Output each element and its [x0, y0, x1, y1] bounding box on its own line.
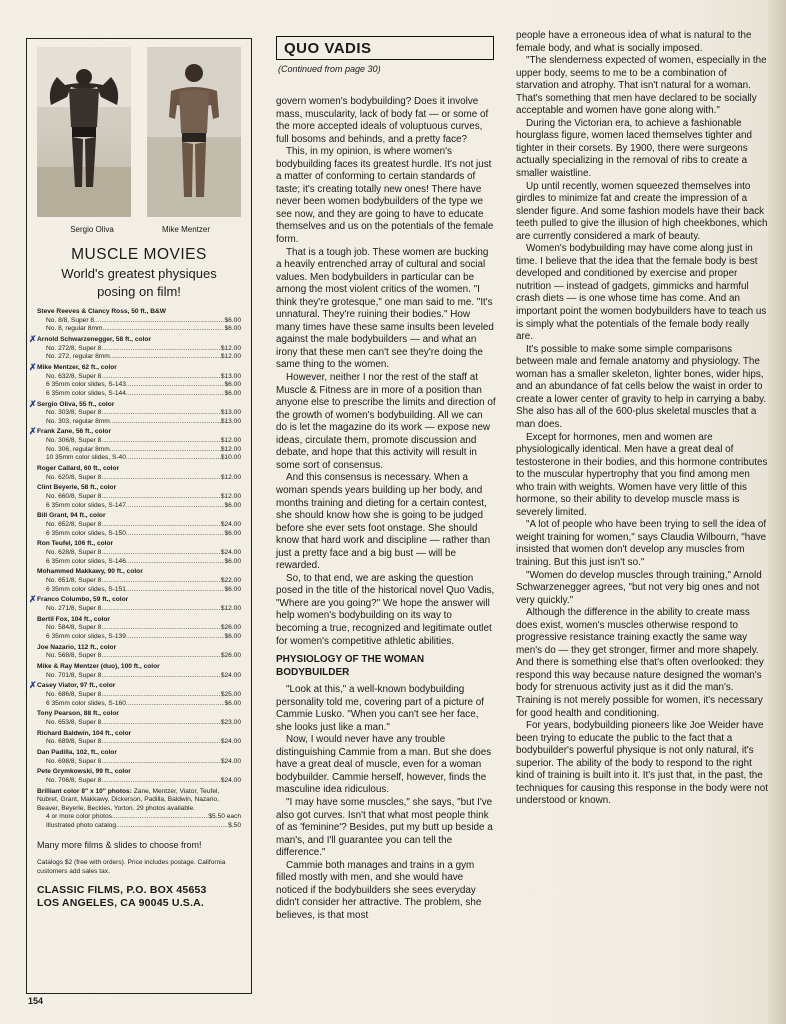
- film-format: No. 651/8, Super 8: [46, 576, 102, 584]
- pen-x-mark-icon: ✗: [29, 426, 37, 437]
- film-price-line: [37, 624, 241, 633]
- film-format: 6 35mm color slides, S-147: [46, 501, 126, 509]
- film-entry: [37, 768, 241, 785]
- article-paragraph: However, neither I nor the rest of the staff at Muscle & Fitness are in more of a position than anyone else to prescribe the limits and direction of the growth of women's bodybuilding. All we can do is let the magazine do its work — expose new ideas, circulate them, promote discussion and debate, and hope that this activity will result in some sort of consensus.: [276, 372, 496, 471]
- film-entry: [37, 465, 241, 482]
- photos-offer-heading: Brilliant color 8" x 10" photos:: [37, 787, 132, 795]
- film-price: $12.00: [220, 344, 241, 352]
- article-paragraph: This, in my opinion, is where women's bodybuilding faces its greatest hurdle. It's not just a matter of conforming to certain standards of taste; it's creating totally new ones! There have never been women bodybuilders of the type we see now, and they are going to have to educate themselves and us on the potentials of the female form.: [276, 146, 494, 246]
- film-format: No. 8/8, Super 8: [46, 316, 95, 324]
- film-list: [29, 308, 241, 786]
- film-price: $13.00: [220, 417, 241, 425]
- article-paragraph: During the Victorian era, to achieve a fashionable hourglass figure, women laced themselves tighter and tighter in their corsets. By 1900, there were surgeons actually specializing in the removal of ribs to create a smaller waistline.: [516, 117, 753, 180]
- film-price: $6.00: [224, 557, 241, 565]
- film-price-line: [37, 738, 241, 747]
- film-name: Mohammed Makkawy, 90 ft., color: [37, 568, 143, 576]
- film-price-line: [37, 454, 241, 463]
- photo-sergio-oliva: [37, 47, 131, 217]
- article-paragraph: Now, I would never have any trouble distinguishing Cammie from a man. But she does have a great deal of muscle, even for a woman bodybuilder. Cammie herself, however, finds the masculine idea ridiculous.: [276, 734, 492, 796]
- film-name: Richard Baldwin, 104 ft., color: [37, 729, 132, 737]
- pen-x-mark-icon: ✗: [29, 398, 37, 409]
- film-name: Joe Nazario, 112 ft., color: [37, 643, 117, 651]
- film-price: $6.00: [224, 529, 241, 537]
- film-price: $12.00: [220, 353, 241, 361]
- film-format: No. 686/8, Super 8: [46, 690, 102, 698]
- film-format: No. 698/8, Super 8: [46, 757, 102, 765]
- film-price: $6.00: [224, 699, 241, 707]
- film-format: 6 35mm color slides, S-160: [46, 699, 126, 707]
- film-format: No. 568/8, Super 8: [46, 652, 102, 660]
- article-paragraph: Although the difference in the ability to create mass does exist, women's muscles otherwise respond to progressive resistance training exactly the same way men's do — they get stronger, firmer and more shapely. And there is something else that's often overlooked: they respond this way because nature designed the woman's body for strenuous activity just as it did the man's. Training is not merely possible for women, it's necessary for good health and conditioning.: [516, 607, 764, 719]
- film-price: $10.00: [220, 454, 241, 462]
- article-title: QUO VADIS: [276, 36, 494, 60]
- photos-offer: [37, 788, 241, 813]
- film-name: Ron Teufel, 106 ft., color: [37, 540, 114, 548]
- article-column-right: [516, 30, 769, 808]
- film-price: $6.00: [224, 316, 241, 324]
- article-paragraph: Cammie both manages and trains in a gym filled mostly with men, and she would have noticed if the bodybuilders she sees everyday didn't consider her attractive. The problem, she believes, is that most: [276, 859, 482, 921]
- film-price-line: [37, 409, 241, 418]
- film-price-line: [37, 345, 241, 354]
- film-name: Roger Callard, 60 ft., color: [37, 465, 120, 473]
- film-price-line: [37, 549, 241, 558]
- page-number: 154: [28, 996, 44, 1006]
- film-format: 6 35mm color slides, S-143: [46, 381, 126, 389]
- article-paragraph: "Women do develop muscles through training," Arnold Schwarzenegger agrees, "but not very big ones and not very quickly.": [516, 569, 762, 606]
- film-name: Franco Columbo, 59 ft., color: [37, 596, 129, 604]
- film-format: No. 8, regular 8mm: [46, 325, 103, 333]
- article-paragraph: "Look at this," a well-known bodybuilding personality told me, covering part of a picture of Cammie Lusko. "When you can't see her face, she looks just like a man.": [276, 684, 485, 733]
- film-format: No. 306/8, Super 8: [46, 437, 102, 445]
- photo-captions: [37, 225, 241, 234]
- film-price: $12.00: [220, 445, 241, 453]
- film-name: Steve Reeves & Clancy Ross, 50 ft., B&W: [37, 308, 166, 315]
- caption-sergio-oliva: Sergio Oliva: [70, 225, 114, 234]
- film-price-line: [37, 719, 241, 728]
- article-paragraph: govern women's bodybuilding? Does it involve mass, muscularity, lack of body fat — or some of the more accepted ideals of voluptuous curves, full bosoms and behinds, and a pretty face?: [276, 96, 489, 145]
- pen-x-mark-icon: ✗: [29, 680, 37, 691]
- film-price: $6.00: [224, 389, 241, 397]
- film-price: $13.00: [220, 372, 241, 380]
- film-name: Sergio Oliva, 55 ft., color: [37, 400, 115, 408]
- film-format: No. 706/8, Super 8: [46, 777, 102, 785]
- film-entry: [37, 644, 241, 661]
- film-format: No. 689/8, Super 8: [46, 738, 102, 746]
- film-entry: [29, 333, 241, 362]
- column-middle-part-2: [276, 684, 496, 922]
- film-entry: [29, 361, 241, 398]
- film-format: No. 584/8, Super 8: [46, 624, 102, 632]
- article-column-middle: [276, 96, 496, 922]
- film-entry: [29, 426, 241, 462]
- film-price-line: [37, 353, 241, 362]
- article-paragraph: For years, bodybuilding pioneers like Joe Weider have been trying to educate the public to the fact that a bodybuilder's powerful physique is not only natural, it's superior. The ability of the body to respond to the right kind of training is built into it. It's just that, in the past, the techniques for causing this response in the body were not understood or known.: [516, 720, 768, 807]
- film-price-line: [37, 577, 241, 586]
- film-entry: [37, 568, 241, 594]
- caption-mike-mentzer: Mike Mentzer: [161, 225, 210, 234]
- film-price: $24.00: [220, 671, 241, 679]
- film-price-line: [37, 502, 241, 511]
- film-price: $24.00: [220, 777, 241, 785]
- film-price-line: [37, 530, 241, 539]
- pen-x-mark-icon: ✗: [29, 361, 37, 372]
- article-paragraph: So, to that end, we are asking the question posed in the title of the historical novel Quo Vadis, "Where are you going?" We hope the answer will help women's bodybuilding on its way to becoming a true, recognized and legitimate outlet for women's competitive athletic abilities.: [276, 572, 495, 647]
- film-name: Arnold Schwarzenegger, 58 ft., color: [37, 335, 151, 343]
- film-format: 6 35mm color slides, S-150: [46, 529, 126, 537]
- film-name: Bill Grant, 94 ft., color: [37, 512, 106, 520]
- film-price-line: [37, 317, 241, 326]
- film-format: 10 35mm color slides, S-40: [46, 454, 126, 462]
- article-paragraph: Up until recently, women squeezed themselves into girdles to minimize fat and create the impression of a slender figure. And some fashion models have their back teeth pulled to give the illusion of high cheekbones, which are currently considered a mark of beauty.: [516, 180, 768, 242]
- film-price-line: [37, 446, 241, 455]
- muscle-movies-ad: [26, 38, 252, 994]
- film-entry: [37, 308, 241, 334]
- film-format: No. 620/8, Super 8: [46, 473, 102, 481]
- column-middle-part-1: [276, 96, 496, 648]
- film-entry: [37, 512, 241, 538]
- film-format: No. 306, regular 8mm: [46, 445, 110, 453]
- ad-subtitle-line-1: World's greatest physiques: [61, 266, 217, 281]
- film-format: No. 628/8, Super 8: [46, 548, 102, 556]
- film-entry: [29, 594, 241, 613]
- pen-x-mark-icon: ✗: [29, 594, 37, 605]
- film-price-line: [37, 700, 241, 709]
- film-entry: [37, 749, 241, 766]
- film-price-line: [37, 691, 241, 700]
- catalog-price-value: $.50: [228, 821, 241, 829]
- film-format: 6 35mm color slides, S-139: [46, 632, 126, 640]
- section-subhead: PHYSIOLOGY OF THE WOMAN BODYBUILDER: [276, 654, 425, 678]
- article-paragraph: Except for hormones, men and women are physiologically identical. Men have a great deal of testosterone in their bodies, and this hormone contributes to the muscular hypertrophy that you find among men who train with weights. Women have very little of this hormone, so their ability to develop muscle mass is severely limited.: [516, 431, 768, 518]
- film-price-line: [37, 672, 241, 681]
- many-more-text: Many more films & slides to choose from!: [37, 840, 202, 851]
- film-price-line: [37, 777, 241, 786]
- film-entry: [29, 680, 241, 708]
- film-price-line: [37, 493, 241, 502]
- film-price-line: [37, 605, 241, 614]
- film-format: No. 660/8, Super 8: [46, 493, 102, 500]
- film-entry: [37, 540, 241, 566]
- film-price: $12.00: [220, 473, 241, 481]
- film-name: Clint Beyerle, 58 ft., color: [37, 484, 117, 492]
- film-price: $12.00: [220, 493, 241, 500]
- film-price: $24.00: [220, 757, 241, 765]
- film-price: $6.00: [224, 325, 241, 333]
- film-price-line: [37, 758, 241, 767]
- film-entry: [37, 730, 241, 747]
- film-price: $23.00: [220, 718, 241, 726]
- film-price-line: [37, 558, 241, 567]
- pen-x-mark-icon: ✗: [29, 333, 37, 344]
- film-format: No. 303, regular 8mm: [46, 417, 110, 425]
- address-line-1: CLASSIC FILMS, P.O. BOX 45653: [37, 884, 207, 897]
- film-format: No. 303/8, Super 8: [46, 409, 102, 417]
- film-price: $6.00: [224, 585, 241, 593]
- film-format: No. 272/8, Super 8: [46, 344, 102, 352]
- film-price-line: [37, 373, 241, 382]
- film-price-line: [37, 474, 241, 483]
- film-entry: [29, 398, 241, 427]
- photos-offer-text: Zane, Mentzer, Viator, Teufel, Nubret, Grant, Makkawy, Dickerson, Padilla, Baldwin, Nazario, Beaver, Beyerle, Beckles, Yorton. 29 photos available.: [37, 787, 220, 812]
- film-price: $12.00: [220, 437, 241, 445]
- film-entry: [37, 710, 241, 727]
- film-entry: [37, 663, 241, 680]
- film-price-line: [37, 418, 241, 427]
- film-entry: [37, 484, 241, 510]
- film-name: Dan Padilla, 102, ft., color: [37, 749, 117, 757]
- article-paragraph: "The slenderness expected of women, especially in the upper body, seems to me to be a combination of starvation and atrophy. That isn't natural for a woman. That's something that men have declared to be socially acceptable and women have gone along with.": [516, 55, 767, 117]
- film-price-line: [37, 437, 241, 446]
- film-price-line: [37, 381, 241, 390]
- film-price: $22.00: [220, 576, 241, 584]
- address-line-2: LOS ANGELES, CA 90045 U.S.A.: [37, 897, 205, 910]
- article-paragraph: And this consensus is necessary. When a woman spends years building up her body, and months training and dieting for a certain contest, she should know how she is going to be judged before she ever sets foot onstage. She should know that hard work and discipline — rather than just a pretty face and a big bust — will be rewarded.: [276, 472, 491, 572]
- order-address: [37, 884, 241, 910]
- ad-photos: [37, 47, 241, 217]
- film-entry: [37, 616, 241, 642]
- film-format: No. 701/8, Super 8: [46, 671, 102, 679]
- photo-mike-mentzer: [147, 47, 241, 217]
- film-format: No. 632/8, Super 8: [46, 372, 102, 380]
- film-price: $13.00: [220, 409, 241, 417]
- film-format: 6 35mm color slides, S-146: [46, 557, 126, 565]
- photos-price-line: [37, 813, 241, 830]
- film-price-line: [37, 586, 241, 595]
- article-paragraph: people have a erroneous idea of what is natural to the female body, and what is socially imposed.: [516, 30, 752, 54]
- film-format: No. 272, regular 8mm: [46, 353, 110, 361]
- article-paragraph: That is a tough job. These women are bucking a heavily entrenched array of cultural and social values. Men bodybuilders in particular can be among the most violent critics of the women. "I think they're grotesque," one man said to me. "It's unnatural. They're ruining their bodies." How many times have these same insults been leveled against the male bodybuilders — and what an irony that these men can't see they're doing the same thing to the women.: [276, 246, 494, 371]
- film-name: Casey Viator, 97 ft., color: [37, 682, 116, 690]
- article-paragraph: "I may have some muscles," she says, "but I've also got curves. Isn't that what most people think of as 'feminine'? Besides, put my butt up beside a man's, and I'll guarantee you can tell the difference.": [276, 796, 493, 859]
- article-paragraph: It's possible to make some simple comparisons between male and female anatomy and physiology. The woman has a smaller skeleton, lighter bones, wider hips, and an abundance of fat cells below the waist in order to create a lower center of gravity to help in carrying a baby. She also has all of the 600-plus skeletal muscles that a man does.: [516, 343, 767, 430]
- film-format: 6 35mm color slides, S-151: [46, 585, 126, 593]
- catalogs-note: Catalogs $2 (free with orders). Price includes postage. California customers add sales tax.: [37, 859, 226, 875]
- article-paragraph: "A lot of people who have been trying to sell the idea of weight training for women," says Claudia Wilbourn, "have insisted that women don't develop any muscles from training. But this just isn't so.": [516, 519, 767, 568]
- continued-note: (Continued from page 30): [278, 64, 381, 74]
- photos-price-label: 4 or more color photos: [46, 813, 112, 821]
- film-name: Mike & Ray Mentzer (duo), 100 ft., color: [37, 663, 160, 670]
- catalog-price-label: Illustrated photo catalog: [46, 821, 117, 829]
- film-name: Tony Pearson, 88 ft., color: [37, 710, 119, 718]
- page-spine-shadow: [768, 0, 786, 1024]
- film-price-line: [37, 521, 241, 530]
- article-paragraph: Women's bodybuilding may have come along just in time. I believe that the idea that the female body is best developed and conditioned by exercise and proper nutrition — instead of gadgets, gimmicks and harmful crash diets — is one whose time has come. And an important point the women bodybuilders have to teach us is simply what the potentials of the female body really are.: [516, 243, 767, 343]
- film-price-line: [37, 633, 241, 642]
- film-format: No. 653/8, Super 8: [46, 718, 102, 726]
- film-price: $24.00: [220, 520, 241, 528]
- film-name: Mike Mentzer, 62 ft., color: [37, 363, 117, 371]
- film-price: $6.00: [224, 381, 241, 389]
- ad-title: MUSCLE MOVIES: [71, 246, 207, 263]
- film-price: $6.00: [224, 501, 241, 509]
- film-price-line: [37, 652, 241, 661]
- film-price-line: [37, 390, 241, 399]
- film-price-line: [37, 325, 241, 334]
- film-format: No. 271/8, Super 8: [46, 604, 102, 612]
- film-price: $12.00: [220, 604, 241, 612]
- film-price: $6.00: [224, 632, 241, 640]
- film-price: $26.00: [220, 652, 241, 660]
- film-name: Pete Grymkowski, 99 ft., color: [37, 768, 131, 776]
- film-price: $24.00: [220, 548, 241, 556]
- film-price: $24.00: [220, 738, 241, 746]
- film-name: Frank Zane, 56 ft., color: [37, 428, 112, 436]
- film-price: $26.00: [220, 624, 241, 632]
- film-price: $25.00: [220, 690, 241, 698]
- film-name: Bertil Fox, 104 ft., color: [37, 615, 110, 623]
- film-format: No. 652/8, Super 8: [46, 520, 102, 528]
- film-format: 6 35mm color slides, S-144: [46, 389, 126, 397]
- photos-price-value: $5.50 each: [208, 813, 241, 821]
- ad-subtitle-line-2: posing on film!: [97, 284, 181, 299]
